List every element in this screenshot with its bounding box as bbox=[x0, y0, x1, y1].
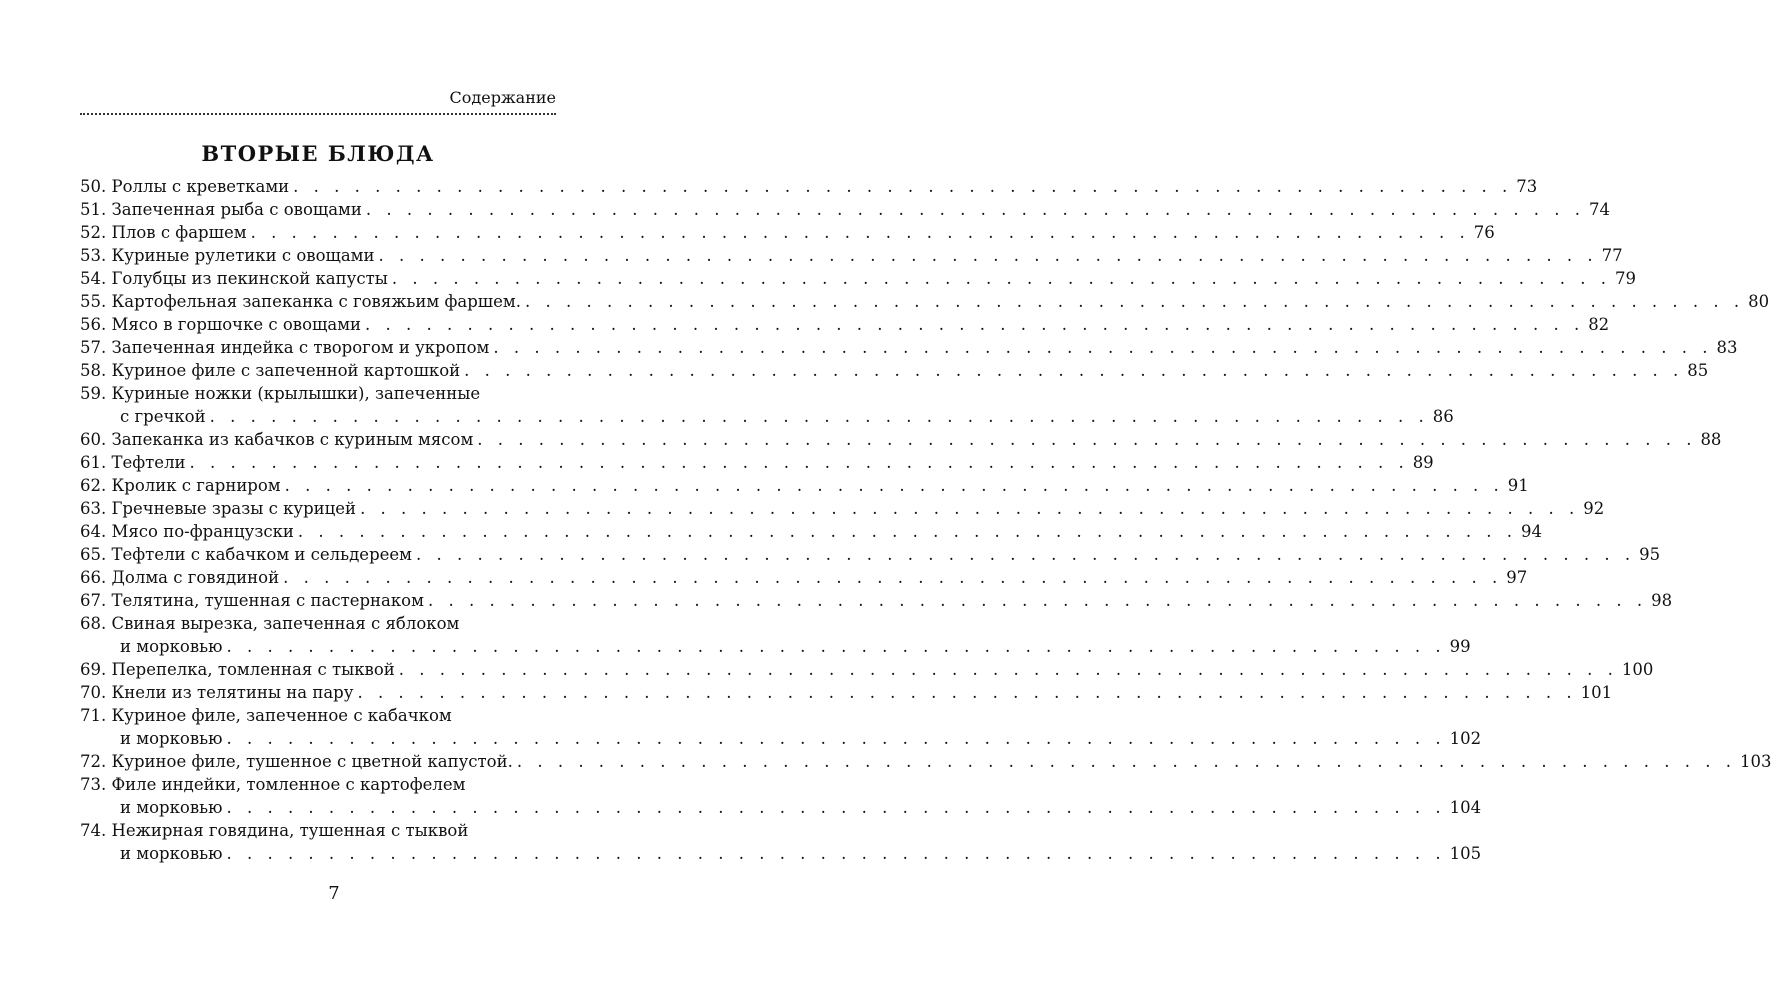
dot-leader: . . . . . . . . . . . . . . . . . . . . . . . . . . . . . . . . . . . . . . . . . . . . . . . . . . . . . . . . . . . . bbox=[226, 729, 1446, 748]
toc-entry-title: 58. Куриное филе с запеченной картошкой bbox=[80, 361, 461, 380]
toc-entry-title: 53. Куриные рулетики с овощами bbox=[80, 246, 375, 265]
toc-entry bbox=[80, 198, 1611, 221]
toc-entry bbox=[80, 336, 1738, 359]
toc-entry bbox=[80, 359, 1709, 382]
toc-entry-line bbox=[80, 382, 550, 405]
toc-entry bbox=[80, 382, 1454, 428]
toc-entry bbox=[80, 681, 1613, 704]
toc-page-number: 89 bbox=[1412, 453, 1434, 472]
toc-entry bbox=[80, 221, 1495, 244]
dot-leader: . . . . . . . . . . . . . . . . . . . . . . . . . . . . . . . . . . . . . . . . . . . . . . . . . . . . . . . . . . . . bbox=[493, 338, 1713, 357]
toc-entry-title: 70. Кнели из телятины на пару bbox=[80, 683, 354, 702]
toc-entry-title: 59. Куриные ножки (крылышки), запеченные bbox=[80, 384, 481, 403]
toc-page-number: 80 bbox=[1748, 292, 1770, 311]
toc-entry-title: 50. Роллы с креветками bbox=[80, 177, 290, 196]
dot-leader: . . . . . . . . . . . . . . . . . . . . . . . . . . . . . . . . . . . . . . . . . . . . . . . . . . . . . . . . . . . . bbox=[464, 361, 1684, 380]
toc-entry bbox=[80, 290, 1770, 313]
toc-entry-continuation bbox=[80, 405, 1454, 428]
dot-leader: . . . . . . . . . . . . . . . . . . . . . . . . . . . . . . . . . . . . . . . . . . . . . . . . . . . . . . . . . . . . bbox=[226, 798, 1446, 817]
toc-entry-line bbox=[80, 221, 1495, 244]
toc-entry-title: 69. Перепелка, томленная с тыквой bbox=[80, 660, 395, 679]
toc-entry-line bbox=[80, 612, 550, 635]
toc-entry-title: 66. Долма с говядиной bbox=[80, 568, 280, 587]
toc-page-number: 104 bbox=[1449, 798, 1482, 817]
toc-entry-line bbox=[80, 244, 1623, 267]
toc-page-number: 100 bbox=[1621, 660, 1654, 679]
toc-entry-line bbox=[80, 359, 1709, 382]
dot-leader: . . . . . . . . . . . . . . . . . . . . . . . . . . . . . . . . . . . . . . . . . . . . . . . . . . . . . . . . . . . . bbox=[189, 453, 1409, 472]
toc-entry-line bbox=[80, 428, 1722, 451]
toc-entry-line bbox=[80, 313, 1610, 336]
toc-entry-line bbox=[80, 474, 1529, 497]
dot-leader: . . . . . . . . . . . . . . . . . . . . . . . . . . . . . . . . . . . . . . . . . . . . . . . . . . . . . . . . . . . . bbox=[391, 269, 1611, 288]
toc-entry-title: и морковью bbox=[120, 844, 223, 863]
toc-entry bbox=[80, 313, 1610, 336]
toc-entry-title: 61. Тефтели bbox=[80, 453, 186, 472]
dot-leader: . . . . . . . . . . . . . . . . . . . . . . . . . . . . . . . . . . . . . . . . . . . . . . . . . . . . . . . . . . . . bbox=[427, 591, 1648, 610]
toc-entry-line bbox=[80, 589, 1673, 612]
toc-entry-title: 72. Куриное филе, тушенное с цветной капустой. bbox=[80, 752, 513, 771]
page-number: 7 bbox=[328, 883, 340, 904]
dot-leader: . . . . . . . . . . . . . . . . . . . . . . . . . . . . . . . . . . . . . . . . . . . . . . . . . . . . . . . . . . . . bbox=[209, 407, 1429, 426]
toc-entry bbox=[80, 244, 1623, 267]
toc-page-number: 77 bbox=[1601, 246, 1623, 265]
dot-leader: . . . . . . . . . . . . . . . . . . . . . . . . . . . . . . . . . . . . . . . . . . . . . . . . . . . . . . . . . . . . bbox=[283, 568, 1503, 587]
toc-entry-title: 74. Нежирная говядина, тушенная с тыквой bbox=[80, 821, 469, 840]
toc-entry-title: 62. Кролик с гарниром bbox=[80, 476, 281, 495]
toc-entry-title: и морковью bbox=[120, 637, 223, 656]
dot-leader: . . . . . . . . . . . . . . . . . . . . . . . . . . . . . . . . . . . . . . . . . . . . . . . . . . . . . . . . . . . . bbox=[250, 223, 1470, 242]
toc-entry bbox=[80, 704, 1482, 750]
toc-entry bbox=[80, 267, 1636, 290]
toc-entry-title: 73. Филе индейки, томленное с картофелем bbox=[80, 775, 466, 794]
toc-entry-title: 55. Картофельная запеканка с говяжьим фаршем. bbox=[80, 292, 521, 311]
toc-page-number: 83 bbox=[1716, 338, 1738, 357]
dot-leader: . . . . . . . . . . . . . . . . . . . . . . . . . . . . . . . . . . . . . . . . . . . . . . . . . . . . . . . . . . . . bbox=[293, 177, 1513, 196]
toc-entry-line bbox=[80, 658, 1654, 681]
toc-page-number: 102 bbox=[1449, 729, 1482, 748]
dot-leader: . . . . . . . . . . . . . . . . . . . . . . . . . . . . . . . . . . . . . . . . . . . . . . . . . . . . . . . . . . . . bbox=[477, 430, 1697, 449]
dot-leader: . . . . . . . . . . . . . . . . . . . . . . . . . . . . . . . . . . . . . . . . . . . . . . . . . . . . . . . . . . . . bbox=[365, 315, 1585, 334]
toc-entry-line bbox=[80, 267, 1636, 290]
toc-page-number: 79 bbox=[1615, 269, 1636, 288]
toc-entry bbox=[80, 750, 1771, 773]
toc-entry bbox=[80, 773, 1482, 819]
toc-entry-line bbox=[80, 750, 1771, 773]
toc-entry-line bbox=[80, 566, 1528, 589]
toc-entry-title: 67. Телятина, тушенная с пастернаком bbox=[80, 591, 424, 610]
toc-page-number: 76 bbox=[1473, 223, 1495, 242]
toc-entry bbox=[80, 451, 1434, 474]
dot-leader: . . . . . . . . . . . . . . . . . . . . . . . . . . . . . . . . . . . . . . . . . . . . . . . . . . . . . . . . . . . . bbox=[284, 476, 1504, 495]
toc-entry-line bbox=[80, 543, 1661, 566]
toc-entry-title: 56. Мясо в горшочке с овощами bbox=[80, 315, 362, 334]
dot-leader: . . . . . . . . . . . . . . . . . . . . . . . . . . . . . . . . . . . . . . . . . . . . . . . . . . . . . . . . . . . . bbox=[525, 292, 1745, 311]
toc-page-number: 94 bbox=[1521, 522, 1543, 541]
toc-entry-line bbox=[80, 773, 550, 796]
toc-entry-continuation bbox=[80, 727, 1482, 750]
toc-entry-continuation bbox=[80, 635, 1471, 658]
toc-entry-continuation bbox=[80, 842, 1482, 865]
toc-page-number: 88 bbox=[1700, 430, 1722, 449]
toc-entry-line bbox=[80, 198, 1611, 221]
toc-entry-line bbox=[80, 336, 1738, 359]
toc-page-number: 95 bbox=[1639, 545, 1661, 564]
toc-entry bbox=[80, 589, 1673, 612]
toc-page-number: 85 bbox=[1687, 361, 1709, 380]
toc-page-number: 105 bbox=[1449, 844, 1482, 863]
toc-page-number: 97 bbox=[1506, 568, 1528, 587]
toc-entry-line bbox=[80, 819, 550, 842]
dot-leader: . . . . . . . . . . . . . . . . . . . . . . . . . . . . . . . . . . . . . . . . . . . . . . . . . . . . . . . . . . . . bbox=[416, 545, 1636, 564]
toc-entry-line bbox=[80, 497, 1605, 520]
toc-entry-title: 65. Тефтели с кабачком и сельдереем bbox=[80, 545, 412, 564]
toc-page-number: 99 bbox=[1449, 637, 1471, 656]
dot-leader: . . . . . . . . . . . . . . . . . . . . . . . . . . . . . . . . . . . . . . . . . . . . . . . . . . . . . . . . . . . . bbox=[378, 246, 1598, 265]
toc-page-number: 74 bbox=[1589, 200, 1611, 219]
toc-entry-line bbox=[80, 681, 1613, 704]
toc-page-number: 82 bbox=[1588, 315, 1610, 334]
toc-page-number: 103 bbox=[1739, 752, 1771, 771]
toc-entry-title: 60. Запеканка из кабачков с куриным мясом bbox=[80, 430, 474, 449]
toc-page-number: 73 bbox=[1516, 177, 1538, 196]
dot-leader: . . . . . . . . . . . . . . . . . . . . . . . . . . . . . . . . . . . . . . . . . . . . . . . . . . . . . . . . . . . . bbox=[398, 660, 1618, 679]
toc-entry bbox=[80, 497, 1605, 520]
toc-entry bbox=[80, 543, 1661, 566]
toc-entry-continuation bbox=[80, 796, 1482, 819]
dot-leader: . . . . . . . . . . . . . . . . . . . . . . . . . . . . . . . . . . . . . . . . . . . . . . . . . . . . . . . . . . . . bbox=[297, 522, 1518, 541]
toc-entry-line bbox=[80, 704, 550, 727]
toc-entry-title: 68. Свиная вырезка, запеченная с яблоком bbox=[80, 614, 460, 633]
toc-entry-title: 57. Запеченная индейка с творогом и укропом bbox=[80, 338, 490, 357]
toc-entry-title: 52. Плов с фаршем bbox=[80, 223, 247, 242]
dot-leader: . . . . . . . . . . . . . . . . . . . . . . . . . . . . . . . . . . . . . . . . . . . . . . . . . . . . . . . . . . . . bbox=[226, 637, 1446, 656]
section-title: ВТОРЫЕ БЛЮДА bbox=[201, 141, 435, 166]
toc-entry bbox=[80, 520, 1543, 543]
toc-entry bbox=[80, 612, 1471, 658]
toc-entry-title: и морковью bbox=[120, 729, 223, 748]
dot-leader: . . . . . . . . . . . . . . . . . . . . . . . . . . . . . . . . . . . . . . . . . . . . . . . . . . . . . . . . . . . . bbox=[226, 844, 1446, 863]
toc-entry bbox=[80, 658, 1654, 681]
toc-entry-line bbox=[80, 520, 1543, 543]
toc-entry-title: 64. Мясо по-французски bbox=[80, 522, 294, 541]
dot-leader: . . . . . . . . . . . . . . . . . . . . . . . . . . . . . . . . . . . . . . . . . . . . . . . . . . . . . . . . . . . . bbox=[365, 200, 1586, 219]
dot-leader: . . . . . . . . . . . . . . . . . . . . . . . . . . . . . . . . . . . . . . . . . . . . . . . . . . . . . . . . . . . . bbox=[357, 683, 1577, 702]
toc-entry-line bbox=[80, 290, 1770, 313]
toc-entry bbox=[80, 566, 1528, 589]
toc-entry-line bbox=[80, 451, 1434, 474]
toc-page-number: 98 bbox=[1651, 591, 1673, 610]
header-dotted-rule bbox=[80, 113, 556, 115]
toc-entry-title: с гречкой bbox=[120, 407, 206, 426]
toc-entry-title: 51. Запеченная рыба с овощами bbox=[80, 200, 362, 219]
toc-page-number: 92 bbox=[1583, 499, 1605, 518]
toc-entry bbox=[80, 175, 1538, 198]
dot-leader: . . . . . . . . . . . . . . . . . . . . . . . . . . . . . . . . . . . . . . . . . . . . . . . . . . . . . . . . . . . . bbox=[516, 752, 1736, 771]
toc-entry bbox=[80, 474, 1529, 497]
toc-entry-title: 54. Голубцы из пекинской капусты bbox=[80, 269, 388, 288]
dot-leader: . . . . . . . . . . . . . . . . . . . . . . . . . . . . . . . . . . . . . . . . . . . . . . . . . . . . . . . . . . . . bbox=[360, 499, 1580, 518]
table-of-contents bbox=[80, 175, 1771, 865]
toc-entry bbox=[80, 819, 1482, 865]
toc-entry-title: 71. Куриное филе, запеченное с кабачком bbox=[80, 706, 452, 725]
toc-page-number: 101 bbox=[1580, 683, 1613, 702]
toc-entry-title: 63. Гречневые зразы с курицей bbox=[80, 499, 357, 518]
toc-page-number: 91 bbox=[1507, 476, 1529, 495]
toc-entry bbox=[80, 428, 1722, 451]
toc-entry-title: и морковью bbox=[120, 798, 223, 817]
toc-entry-line bbox=[80, 175, 1538, 198]
running-header: Содержание bbox=[449, 88, 556, 107]
toc-page-number: 86 bbox=[1432, 407, 1454, 426]
